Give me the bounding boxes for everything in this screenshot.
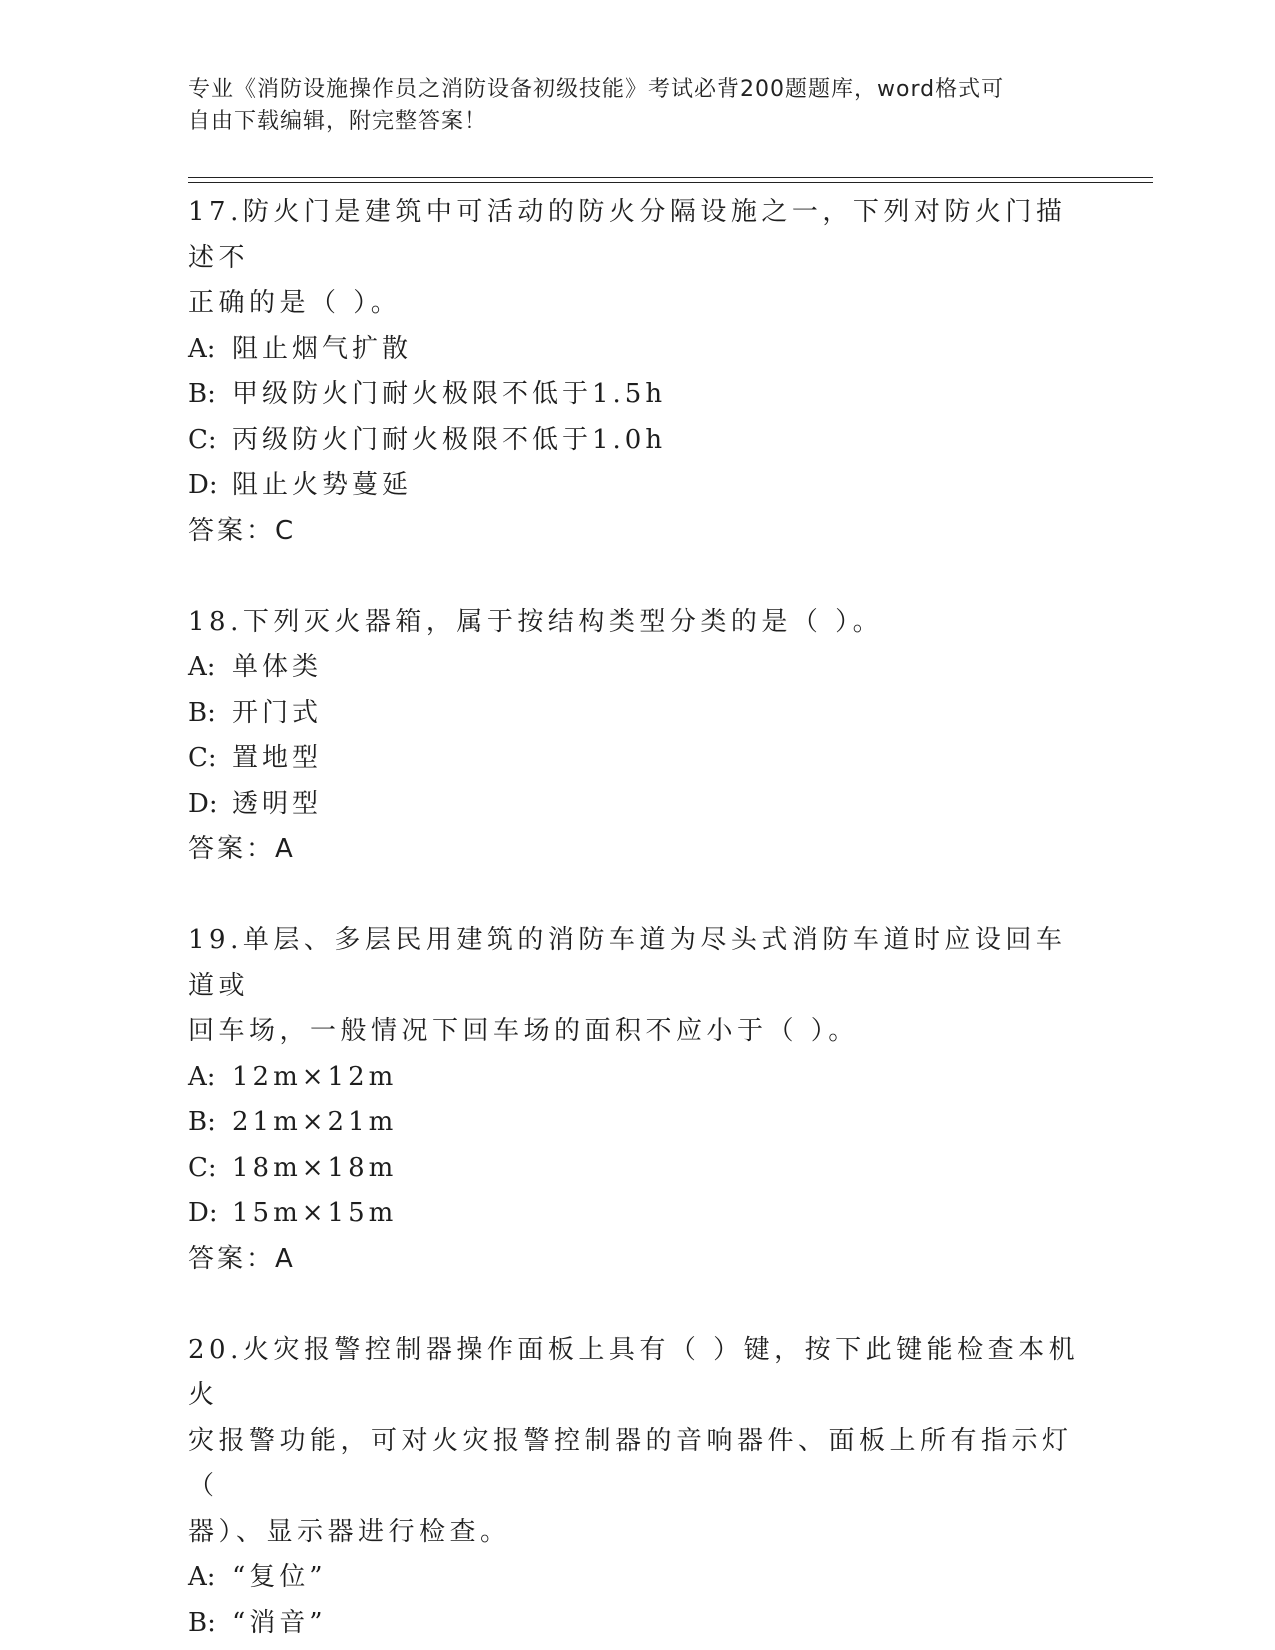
- option-text: 12m×12m: [232, 1061, 398, 1092]
- question-stem-line: 20.火灾报警控制器操作面板上具有（ ）键，按下此键能检查本机火: [188, 1334, 1080, 1410]
- option-d: [188, 463, 1088, 509]
- question-stem-line: 回车场，一般情况下回车场的面积不应小于（ ）。: [188, 1016, 859, 1046]
- option-text: 透明型: [232, 788, 323, 819]
- header-divider-top: [188, 177, 1153, 178]
- option-b: [188, 691, 1088, 737]
- question-stem-line: 正确的是（ ）。: [188, 288, 402, 318]
- option-letter: C:: [188, 743, 217, 773]
- question-18: [188, 600, 1088, 873]
- spacer: [188, 1282, 1088, 1328]
- option-a: [188, 1555, 1088, 1601]
- spacer: [188, 554, 1088, 600]
- option-text: 单体类: [232, 652, 323, 682]
- option-text: 阻止烟气扩散: [232, 333, 413, 364]
- option-letter: B:: [188, 1107, 216, 1137]
- option-d: [188, 1191, 1088, 1237]
- spacer: [188, 873, 1088, 919]
- option-c: [188, 736, 1088, 782]
- header-line-2: 自由下载编辑，附完整答案！: [188, 109, 488, 134]
- question-list: [188, 190, 1088, 1646]
- question-17: [188, 190, 1088, 554]
- option-a: [188, 327, 1088, 373]
- option-text: 15m×15m: [232, 1198, 398, 1228]
- option-letter: D:: [188, 1198, 218, 1228]
- option-text: 阻止火势蔓延: [232, 470, 413, 500]
- question-19: [188, 918, 1088, 1282]
- option-text: 18m×18m: [232, 1152, 398, 1183]
- option-letter: A:: [188, 652, 216, 682]
- option-letter: B:: [188, 379, 216, 409]
- question-stem-line: 18.下列灭火器箱，属于按结构类型分类的是（ ）。: [188, 606, 884, 637]
- answer-line: 答案：A: [188, 1243, 296, 1274]
- option-letter: B:: [188, 697, 216, 728]
- answer-line: 答案：A: [188, 834, 296, 864]
- option-letter: D:: [188, 788, 218, 819]
- option-text: 置地型: [232, 743, 323, 773]
- option-letter: D:: [188, 470, 218, 500]
- option-letter: C:: [188, 1152, 217, 1183]
- option-b: [188, 1601, 1088, 1647]
- option-letter: C:: [188, 424, 217, 455]
- answer-line: 答案：C: [188, 515, 297, 546]
- option-text: 开门式: [232, 697, 323, 728]
- option-text: “复位”: [232, 1562, 327, 1592]
- question-stem-line: 17.防火门是建筑中可活动的防火分隔设施之一，下列对防火门描述不: [188, 197, 1067, 273]
- question-stem-line: 灾报警功能，可对火灾报警控制器的音响器件、面板上所有指示灯（: [188, 1425, 1073, 1501]
- option-a: [188, 1055, 1088, 1101]
- option-letter: B:: [188, 1607, 216, 1638]
- option-text: “消音”: [232, 1607, 327, 1638]
- option-text: 丙级防火门耐火极限不低于1.0h: [232, 424, 667, 455]
- option-text: 甲级防火门耐火极限不低于1.5h: [232, 379, 667, 409]
- header-line-1: 专业《消防设施操作员之消防设备初级技能》考试必背200题题库，word格式可: [188, 77, 1005, 102]
- question-stem-line: 器）、显示器进行检查。: [188, 1516, 511, 1547]
- option-c: [188, 1146, 1088, 1192]
- option-letter: A:: [188, 333, 216, 364]
- option-b: [188, 372, 1088, 418]
- question-20: [188, 1328, 1088, 1647]
- header-divider-bottom: [188, 182, 1153, 183]
- document-header: [188, 74, 1088, 138]
- option-a: [188, 645, 1088, 691]
- question-stem-line: 19.单层、多层民用建筑的消防车道为尽头式消防车道时应设回车道或: [188, 925, 1067, 1001]
- option-c: [188, 418, 1088, 464]
- option-letter: A:: [188, 1562, 216, 1592]
- option-letter: A:: [188, 1061, 216, 1092]
- option-b: [188, 1100, 1088, 1146]
- option-d: [188, 782, 1088, 828]
- option-text: 21m×21m: [232, 1107, 398, 1137]
